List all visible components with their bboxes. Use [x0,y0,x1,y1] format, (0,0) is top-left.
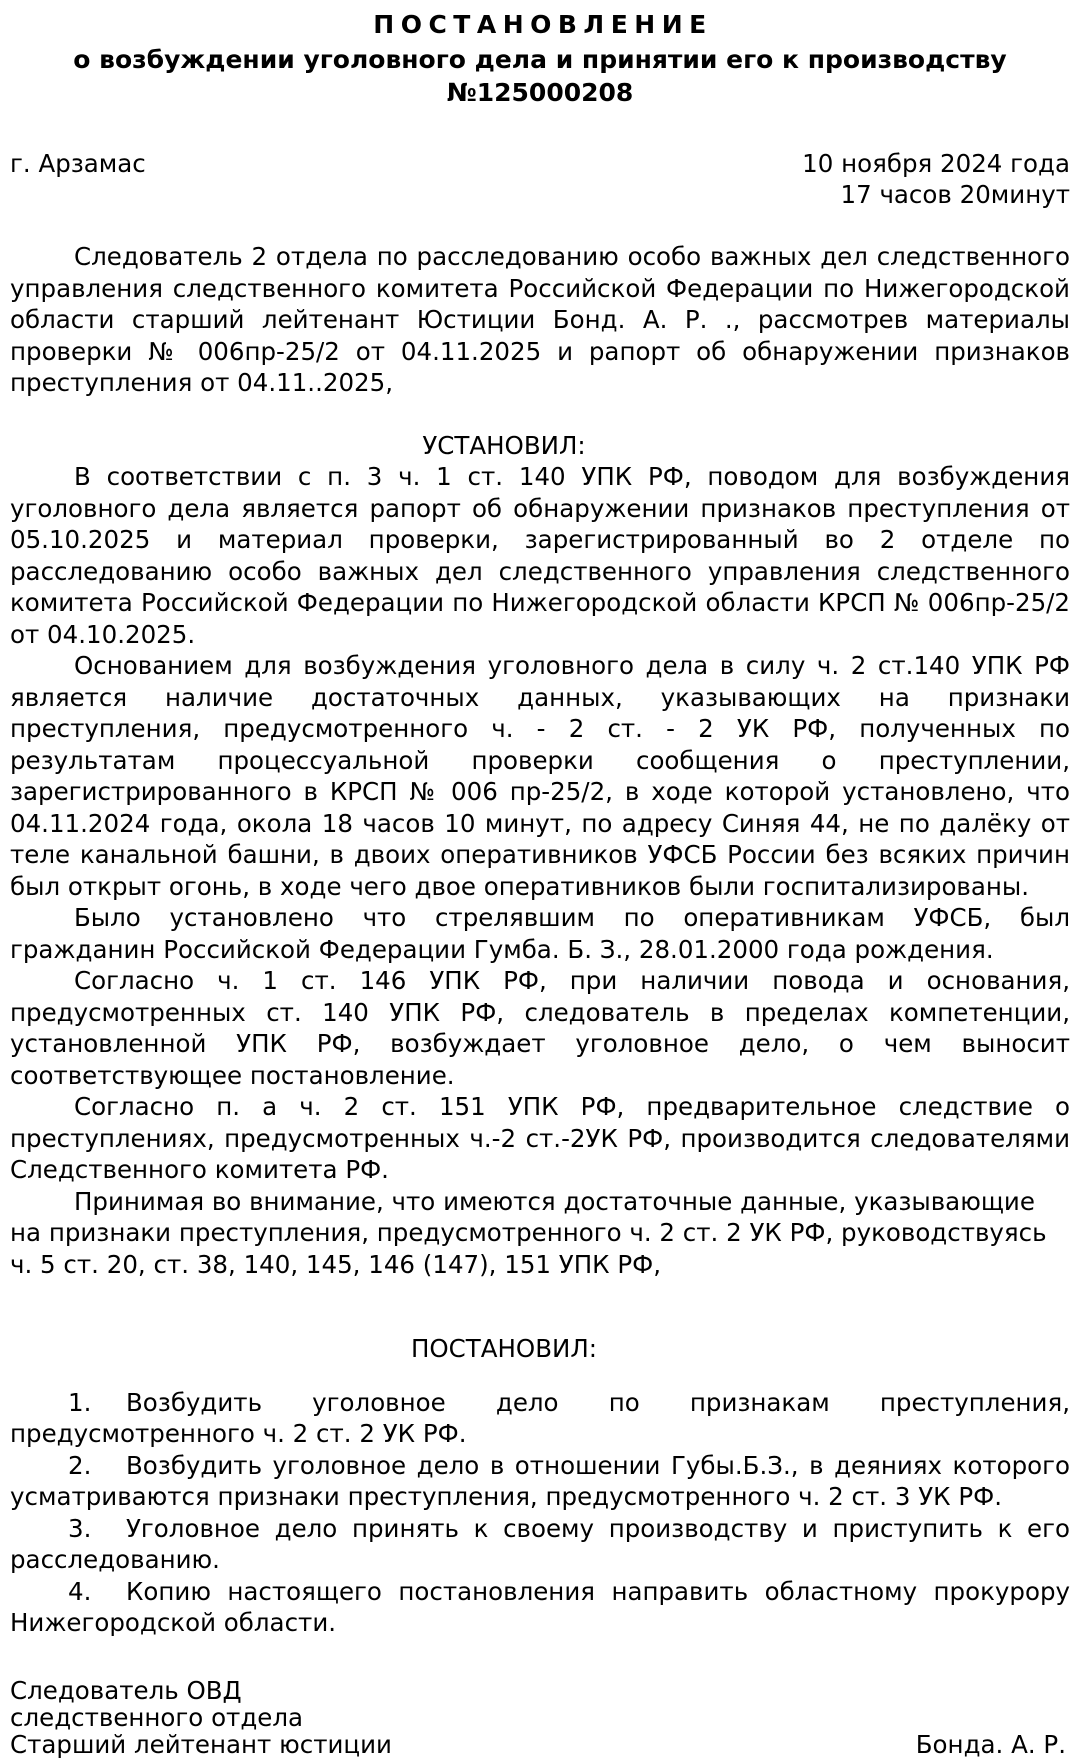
decision-text: Уголовное дело принять к своему производству и приступить к его расследованию. [10,1513,1070,1574]
decision-item [10,1387,1070,1450]
decision-number: 3. [68,1513,92,1543]
document-subtitle: о возбуждении уголовного дела и принятии его к производству [73,45,1007,74]
case-number: №125000208 [446,78,634,107]
signature-name-row [10,1731,1070,1758]
signer-role-line-1: Следователь ОВД [10,1675,242,1705]
section-heading-postanovil: ПОСТАНОВИЛ: [410,1334,598,1363]
ustanovil-paragraph: Согласно ч. 1 ст. 146 УПК РФ, при наличии повода и основания, предусмотренных ст. 140 УПК РФ, следователь в пределах компетенции, установленной УПК РФ, возбуждает уголовное дело, о чем выносит соответствующее постановление. [10,966,1070,1090]
page-title: ПОСТАНОВЛЕНИЕ [373,10,713,39]
preamble-paragraph: Следователь 2 отдела по расследованию особо важных дел следственного управления следственного комитета Российской Федерации по Нижегородской области старший лейтенант Юстиции Бонд. А. Р. ., рассмотрев материалы проверки № 006пр-25/2 от 04.11.2025 и рапорт об обнаружении признаков преступления от 04.11..2025, [10,242,1070,397]
ustanovil-paragraph: Было установлено что стрелявшим по оперативникам УФСБ, был гражданин Российской Федерации Гумба. Б. З., 28.01.2000 года рождения. [10,903,1070,964]
ustanovil-paragraph: Согласно п. а ч. 2 ст. 151 УПК РФ, предварительное следствие о преступлениях, предусмотренных ч.-2 ст.-2УК РФ, производится следователями Следственного комитета РФ. [10,1092,1070,1184]
decision-number: 1. [68,1387,92,1417]
decision-item [10,1450,1070,1513]
ustanovil-paragraph: Принимая во внимание, что имеются достаточные данные, указывающие на признаки преступления, предусмотренного ч. 2 ст. 2 УК РФ, руководствуясь ч. 5 ст. 20, ст. 38, 140, 145, 146 (147), 151 УПК РФ, [10,1186,1047,1279]
time-label: 17 часов 20минут [840,180,1070,209]
spacer [10,1365,1070,1387]
datetime-block [802,148,1070,210]
signer-name: Бонда. А. Р. [915,1729,1066,1759]
decision-text: Возбудить уголовное дело по признакам преступления, предусмотренного ч. 2 ст. 2 УК РФ. [10,1387,1070,1448]
decision-item [10,1576,1070,1639]
signer-role-line-3: Старший лейтенант юстиции [10,1729,392,1759]
city-label: г. Арзамас [10,149,146,178]
spacer [10,210,1070,241]
spacer [10,399,1070,430]
document-meta [10,148,1070,210]
decision-number: 4. [68,1576,92,1606]
signer-role-line-2: следственного отдела [10,1702,304,1732]
ustanovil-paragraph: Основанием для возбуждения уголовного дела в силу ч. 2 ст.140 УПК РФ является наличие достаточных данных, указывающих на признаки преступления, предусмотренного ч. - 2 ст. - 2 УК РФ, полученных по результатам процессуальной проверки сообщения о преступлении, зарегистрированного в КРСП № 006 пр-25/2, в ходе которой установлено, что 04.11.2024 года, окола 18 часов 10 минут, по адресу Синяя 44, не по далёку от теле канальной башни, в двоих оперативников УФСБ России без всяких причин был открыт огонь, в ходе чего двое оперативников были госпитализированы. [10,651,1070,901]
decision-item [10,1513,1070,1576]
spacer [10,1311,1070,1333]
decision-text: Возбудить уголовное дело в отношении Губы.Б.З., в деяниях которого усматриваются признаки преступления, предусмотренного ч. 2 ст. 3 УК РФ. [10,1450,1070,1511]
spacer [10,1280,1070,1311]
ustanovil-paragraph: В соответствии с п. 3 ч. 1 ст. 140 УПК РФ, поводом для возбуждения уголовного дела является рапорт об обнаружении признаков преступления от 05.10.2025 и материал проверки, зарегистрированный во 2 отделе по расследованию особо важных дел следственного управления следственного комитета Российской Федерации по Нижегородской области КРСП № 006пр-25/2 от 04.10.2025. [10,462,1070,649]
document-body [10,8,1070,1758]
decision-text: Копию настоящего постановления направить областному прокурору Нижегородской области. [10,1576,1070,1637]
decision-number: 2. [68,1450,92,1480]
signature-block [10,1677,1070,1758]
section-heading-ustanovil: УСТАНОВИЛ: [422,430,586,460]
date-label: 10 ноября 2024 года [802,149,1070,178]
